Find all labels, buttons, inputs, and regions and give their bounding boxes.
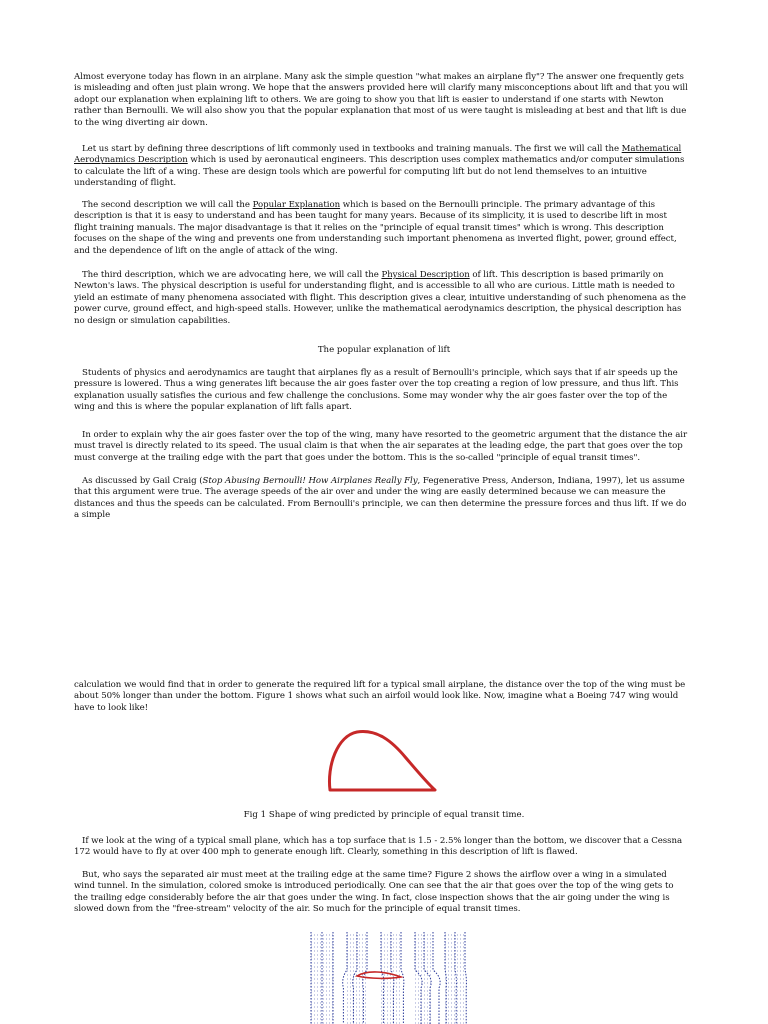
physical-description-paragraph: The third description, which we are advocating here, we will call the Physical Description of lift. This description is based primarily on Newton's laws. The physical description is useful for understanding flight, and is accessible to all who are curious. Little math is needed to yield an estimate of many phenomena associated with flight. This description gives a clear, intuitive understanding of such phenomena as the power curve, ground effect, and high-speed stalls. However, unlike the mathematical aerodynamics description, the physical description has no design or simulation capabilities. <box>74 270 686 326</box>
mathematical-description-link[interactable]: Mathematical Aerodynamics Description <box>74 144 682 166</box>
smoke-streak-line <box>433 932 440 1024</box>
popular-explanation-paragraph: The second description we will call the Popular Explanation which is based on the Bernoulli principle. The primary advantage of this description is that it is easy to understand and has been taught for many years. Because of its simplicity, it is used to describe lift in most flight training manuals. The major disadvantage is that it relies on the "principle of equal transit times" which is wrong. This description focuses on the shape of the wing and prevents one from understanding such important phenomena as inverted flight, power, ground effect, and the dependence of lift on the angle of attack of the wing. <box>74 200 677 256</box>
cessna-paragraph: If we look at the wing of a typical small plane, which has a top surface that is 1.5 - 2.5% longer than the bottom, we discover that a Cessna 172 would have to fly at over 400 mph to generate enough lift. Clearly, something in this description of lift is flawed. <box>74 836 683 858</box>
calculation-paragraph: calculation we would find that in order to generate the required lift for a typical small airplane, the distance over the top of the wing must be about 50% longer than under the bottom. Figure 1 shows what such an airfoil would look like. Now, imagine what a Boeing 747 wing would have to look like! <box>74 680 686 713</box>
figure-2-wind-tunnel <box>305 932 470 1024</box>
smoke-streak-line <box>445 932 446 1024</box>
section-heading: The popular explanation of lift <box>317 345 451 355</box>
wind-tunnel-paragraph: But, who says the separated air must meet at the trailing edge at the same time? Figure 2 shows the airflow over a wing in a simulated wind tunnel. In the simulation, colored smoke is introduced periodically. One can see that the air that goes over the top of the wing gets to the trailing edge considerably before the air that goes under the wing. In fact, close inspection shows that the air going under the wing is slowed down from the "free-stream" velocity of the air. So much for the principle of equal transit times. <box>74 870 674 915</box>
geometric-argument-paragraph: In order to explain why the air goes faster over the top of the wing, many have resorted to the geometric argument that the distance the air must travel is directly related to its speed. The usual claim is that when the air separates at the leading edge, the part that goes over the top must converge at the trailing edge with the part that goes under the bottom. This is the so-called "principle of equal transit times". <box>74 430 688 463</box>
bernoulli-paragraph: Students of physics and aerodynamics are taught that airplanes fly as a result of Bernoulli's principle, which says that if air speeds up the pressure is lowered. Thus a wing generates lift because the air goes faster over the top creating a region of low pressure, and thus lift. This explanation usually satisfies the curious and few challenge the conclusions. Some may wonder why the air goes faster over the top of the wing and this is where the popular explanation of lift falls apart. <box>74 368 679 413</box>
figure-1-airfoil <box>322 726 442 796</box>
smoke-streak-line <box>455 932 456 1024</box>
smoke-streak-line <box>343 932 347 1024</box>
gail-craig-paragraph: As discussed by Gail Craig (Stop Abusing Bernoulli! How Airplanes Really Fly, Fegenerative Press, Anderson, Indiana, 1997), let us assume that this argument were true. The average speeds of the air over and under the wing are easily determined because we can measure the distances and thus the speeds can be calculated. From Bernoulli's principle, we can then determine the pressure forces and thus lift. If we do a simple <box>74 476 687 521</box>
physical-description-link[interactable]: Physical Description <box>381 270 470 280</box>
popular-explanation-link[interactable]: Popular Explanation <box>252 200 341 210</box>
descriptions-paragraph: Let us start by defining three descriptions of lift commonly used in textbooks and training manuals. The first we will call the Mathematical Aerodynamics Description which is used by aeronautical engineers. This description uses complex mathematics and/or computer simulations to calculate the lift of a wing. These are design tools which are powerful for computing lift but do not lend themselves to an intuitive understanding of flight. <box>74 144 685 189</box>
smoke-streak-line <box>415 932 422 1024</box>
wing-section <box>357 972 401 978</box>
smoke-streak-line <box>401 932 404 1024</box>
book-title: Stop Abusing Bernoulli! How Airplanes Really Fly <box>202 476 418 486</box>
figure-1-caption: Fig 1 Shape of wing predicted by principle of equal transit time. <box>243 810 525 820</box>
smoke-streak-line <box>424 932 431 1024</box>
smoke-streak-line <box>353 932 357 1024</box>
intro-paragraph: Almost everyone today has flown in an airplane. Many ask the simple question "what makes an airplane fly"? The answer one frequently gets is misleading and often just plain wrong. We hope that the answers provided here will clarify many misconceptions about lift and that you will adopt our explanation when explaining lift to others. We are going to show you that lift is easier to understand if one starts with Newton rather than Bernoulli. We will also show you that the popular explanation that most of us were taught is misleading at best and that lift is due to the wing diverting air down. <box>74 72 688 128</box>
smoke-streak-line <box>465 932 466 1024</box>
airfoil-outline <box>329 732 435 790</box>
